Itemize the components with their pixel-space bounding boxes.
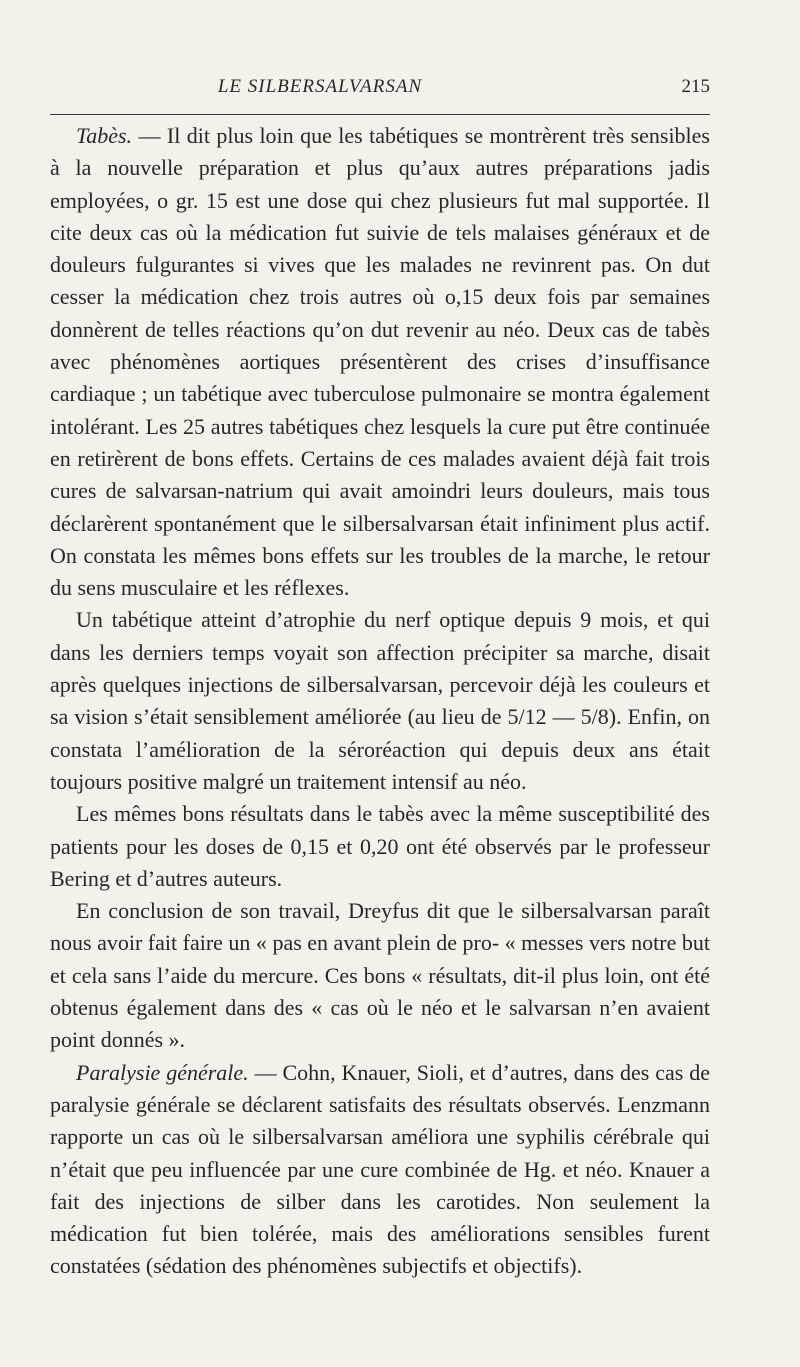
- section-lead-paralysie: Paralysie générale.: [76, 1059, 249, 1085]
- running-head: LE SILBERSALVARSAN: [217, 76, 423, 97]
- paragraph-bering: [50, 798, 710, 895]
- header-rule: [50, 114, 710, 115]
- paragraph-optic-atrophy: [50, 604, 710, 798]
- body-text: [50, 120, 710, 1283]
- page-number: 215: [681, 76, 710, 97]
- page-header: [50, 76, 710, 106]
- paragraph-paralysie: [50, 1057, 710, 1283]
- paragraph-text: — Cohn, Knauer, Sioli, et d’autres, dans des cas de paralysie générale se déclarent satisfaits des résultats observés. Lenzmann rapporte un cas où le silbersalvarsan améliora une syphilis cérébrale qui n’était que peu influencée par une cure combinée de Hg. et néo. Knauer a fait des injections de silber dans les carotides. Non seulement la médication fut bien tolérée, mais des améliorations sensibles furent constatées (sédation des phénomènes subjectifs et objectifs).: [50, 1059, 710, 1279]
- paragraph-tabes: [50, 120, 710, 604]
- paragraph-text: Un tabétique atteint d’atrophie du nerf optique depuis 9 mois, et qui dans les derniers temps voyait son affection précipiter sa marche, disait après quelques injections de silbersalvarsan, percevoir déjà les couleurs et sa vision s’était sensiblement améliorée (au lieu de 5/12 — 5/8). Enfin, on constata l’amélioration de la séroréaction qui depuis deux ans était toujours positive malgré un traitement intensif au néo.: [50, 607, 710, 794]
- section-lead-tabes: Tabès.: [76, 123, 133, 148]
- paragraph-text: En conclusion de son travail, Dreyfus dit que le silbersalvarsan paraît nous avoir fait faire un « pas en avant plein de pro- « messes vers notre but et cela sans l’aide du mercure. Ces bons « résultats, dit-il plus loin, ont été obtenus également dans des « cas où le néo et le salvarsan n’en avaient point donnés ».: [50, 898, 710, 1053]
- paragraph-text: — Il dit plus loin que les tabétiques se montrèrent très sensibles à la nouvelle préparation et plus qu’aux autres préparations jadis employées, o gr. 15 est une dose qui chez plusieurs fut mal supportée. Il cite deux cas où la médication fut suivie de tels malaises généraux et de douleurs fulgurantes si vives que les malades ne revinrent pas. On dut cesser la médication chez trois autres où o,15 deux fois par semaines donnèrent de telles réactions qu’on dut revenir au néo. Deux cas de tabès avec phénomènes aortiques présentèrent des crises d’insuffisance cardiaque ; un tabétique avec tuberculose pulmonaire se montra également intolérant. Les 25 autres tabétiques chez lesquels la cure put être continuée en retirèrent de bons effets. Certains de ces malades avaient déjà fait trois cures de salvarsan-natrium qui avait amoindri leurs douleurs, mais tous déclarèrent spontanément que le silbersalvarsan était infiniment plus actif. On constata les mêmes bons effets sur les troubles de la marche, le retour du sens musculaire et les réflexes.: [50, 123, 710, 601]
- paragraph-text: Les mêmes bons résultats dans le tabès avec la même susceptibilité des patients pour les doses de 0,15 et 0,20 ont été observés par le professeur Bering et d’autres auteurs.: [50, 801, 710, 891]
- paragraph-dreyfus-conclusion: [50, 895, 710, 1056]
